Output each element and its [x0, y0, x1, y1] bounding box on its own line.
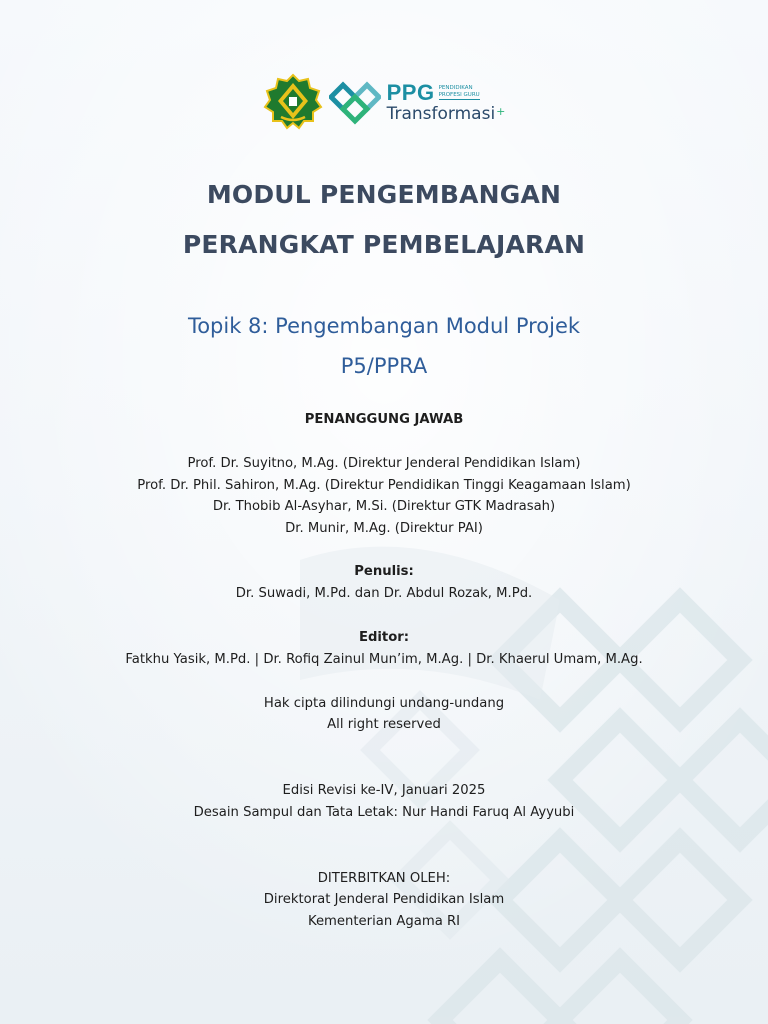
title-line2: PERANGKAT PEMBELAJARAN	[182, 230, 586, 259]
editors-heading: Editor:	[358, 630, 410, 645]
publisher-line1: Direktorat Jenderal Pendidikan Islam	[263, 892, 505, 907]
ppg-emblem-icon	[329, 79, 381, 125]
ppg-name	[386, 103, 506, 124]
title-line1: MODUL PENGEMBANGAN	[206, 180, 562, 209]
ministry-emblem-icon	[263, 73, 323, 131]
ppg-abbreviation: PPG	[386, 79, 435, 105]
writers-heading: Penulis:	[354, 564, 414, 579]
ppg-subtitle-line1: PENDIDIKAN	[438, 85, 473, 92]
ppg-logo	[329, 79, 506, 125]
responsible-person: Dr. Munir, M.Ag. (Direktur PAI)	[285, 521, 483, 536]
plus-icon: +	[496, 104, 506, 118]
responsible-person: Prof. Dr. Suyitno, M.Ag. (Direktur Jenderal Pendidikan Islam)	[187, 456, 581, 471]
ppg-subtitle	[439, 85, 480, 99]
design-credit: Desain Sampul dan Tata Letak: Nur Handi Faruq Al Ayyubi	[193, 805, 575, 820]
ppg-name-text: Transformasi	[386, 103, 496, 124]
publisher-heading: DITERBITKAN OLEH:	[317, 871, 451, 886]
topic-line1: Topik 8: Pengembangan Modul Projek	[187, 314, 581, 338]
edition-line: Edisi Revisi ke-IV, Januari 2025	[282, 783, 486, 798]
publisher-line2: Kementerian Agama RI	[307, 914, 461, 929]
writers-names: Dr. Suwadi, M.Pd. dan Dr. Abdul Rozak, M.Pd.	[235, 586, 533, 601]
topic-line2: P5/PPRA	[340, 354, 428, 378]
responsible-heading: PENANGGUNG JAWAB	[304, 412, 464, 427]
copyright-line2: All right reserved	[327, 717, 441, 732]
header-logos	[0, 72, 768, 132]
ppg-subtitle-line2: PROFESI GURU	[438, 91, 480, 98]
copyright-line1: Hak cipta dilindungi undang-undang	[263, 696, 505, 711]
editors-names: Fatkhu Yasik, M.Pd. | Dr. Rofiq Zainul Mun’im, M.Ag. | Dr. Khaerul Umam, M.Ag.	[125, 652, 643, 667]
ppg-wordmark	[386, 79, 506, 124]
responsible-person: Dr. Thobib Al-Asyhar, M.Si. (Direktur GTK Madrasah)	[212, 499, 556, 514]
responsible-person: Prof. Dr. Phil. Sahiron, M.Ag. (Direktur Pendidikan Tinggi Keagamaan Islam)	[137, 478, 631, 493]
